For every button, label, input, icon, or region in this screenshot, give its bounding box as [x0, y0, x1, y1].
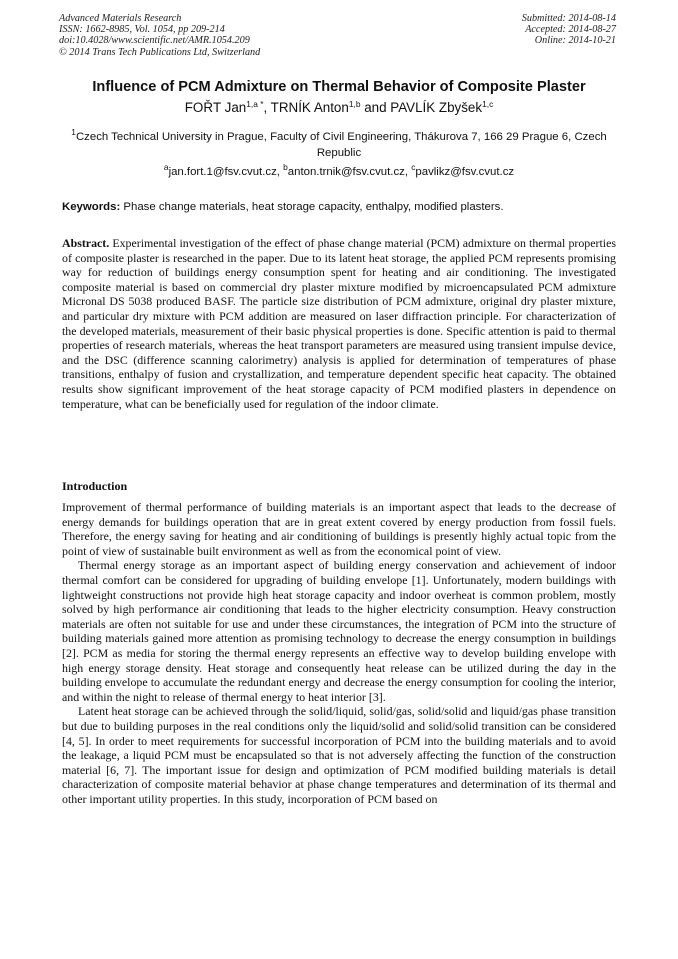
submitted-date: Submitted: 2014-08-14 — [521, 13, 616, 24]
journal-info — [59, 13, 260, 58]
email-link[interactable]: pavlikz@fsv.cvut.cz — [415, 166, 515, 178]
paragraph: Latent heat storage can be achieved through the solid/liquid, solid/gas, solid/solid and liquid/gas phase transition but due to building purposes in the real conditions only the liquid/solid and solid/solid transition can be considered [4, 5]. In order to meet requirements for successful incorporation of PCM into the building materials and to avoid the leakage, a liquid PCM must be encapsulated so that is not adversely affecting the function of the construction material [6, 7]. The important issue for design and optimization of PCM modified building materials is detail characterization of composite material behavior at phase change temperatures and determination of its thermal and other important utility properties. In this study, incorporation of PCM based on — [62, 704, 616, 806]
paragraph: Thermal energy storage as an important aspect of building energy conservation and achievement of indoor thermal comfort can be considered for upgrading of building envelope [1]. Unfortunately, modern buildings with lightweight constructions not provide high heat storage capacity and indoor overheat is common problem, mostly solved by high performance air conditioning that leads to the higher electricity consumption. Heavy construction materials are often not suitable for use and under these circumstances, the integration of PCM into the structure of building materials gained more attention as promising technology to decrease the energy consumption in buildings [2]. PCM as media for storing the thermal energy represents an effective way to develop building envelope with high energy storage density. Heat storage and consequently heat release can be utilized during the day in the building envelope to accumulate the redundant energy and decrease the energy consumption for cooling the interior, and within the night to release of thermal energy to heat interior [3]. — [62, 558, 616, 704]
email-mark: c — [411, 162, 416, 172]
keywords — [62, 201, 616, 213]
journal-issn: ISSN: 1662-8985, Vol. 1054, pp 209-214 — [59, 24, 225, 36]
author-name: PAVLÍK Zbyšek — [390, 100, 483, 115]
abstract — [62, 236, 616, 411]
keywords-text: Phase change materials, heat storage capacity, enthalpy, modified plasters. — [120, 201, 504, 213]
email-mark: a — [163, 162, 169, 172]
affiliation-text: Czech Technical University in Prague, Faculty of Civil Engineering, Thákurova 7, 166 29 Prague 6, Czech Republic — [75, 131, 607, 159]
accepted-date: Accepted: 2014-08-27 — [525, 24, 616, 36]
journal-name: Advanced Materials Research — [59, 13, 182, 24]
email-link[interactable]: jan.fort.1@fsv.cvut.cz — [168, 166, 277, 178]
abstract-label: Abstract. — [62, 236, 110, 250]
section-heading-introduction: Introduction — [62, 479, 128, 493]
paragraph: Improvement of thermal performance of building materials is an important aspect that leads to the decrease of energy demands for buildings operation that are in great extent covered by energy production from fossil fuels. Therefore, the energy saving for heating and air conditioning of buildings is presently highly actual topic from the point of view of sustainable built environment as well as from the economical point of view. — [62, 500, 616, 558]
submission-dates — [522, 13, 616, 47]
online-date: Online: 2014-10-21 — [534, 35, 616, 47]
paper-title: Influence of PCM Admixture on Thermal Behavior of Composite Plaster — [92, 79, 586, 95]
author-affiliation-mark: 1,c — [482, 99, 494, 109]
author-name: FOŘT Jan — [184, 100, 247, 115]
affiliation-mark: 1 — [71, 127, 76, 137]
author-affiliation-mark: 1,a * — [246, 99, 264, 109]
author-list — [0, 100, 678, 115]
email-mark: b — [283, 162, 288, 172]
author-separator: , — [263, 100, 271, 115]
abstract-text: Experimental investigation of the effect of phase change material (PCM) admixture on thermal properties of composite plaster is researched in the paper. Due to its latent heat storage, the applied PCM represents promising way for reduction of buildings energy consumption spent for heating and air conditioning. The investigated composite material is based on commercial dry plaster mixture modified by microencapsulated PCM admixture Micronal DS 5038 produced BASF. The particle size distribution of PCM admixture, original dry plaster mixture, and particular dry mixture with PCM addition are measured on laser diffraction principle. For characterization of the developed materials, measurement of their basic physical properties is done. Specific attention is paid to thermal properties of research materials, whereas the heat transport parameters are measured using transient impulse device, and the DSC (difference scanning calorimetry) analysis is applied for determination of temperatures of phase transitions, enthalpy of fusion and crystallization, and temperature dependent specific heat capacity. The obtained results show significant improvement of the heat storage capacity of PCM modified plasters in dependence on temperature, what can be beneficially used for regulation of the indoor climate. — [62, 236, 616, 411]
introduction-body — [62, 500, 616, 806]
author-name: TRNÍK Anton — [270, 100, 349, 115]
email-link[interactable]: anton.trnik@fsv.cvut.cz — [287, 166, 405, 178]
keywords-label: Keywords: — [62, 201, 121, 213]
affiliation — [62, 127, 616, 161]
author-separator: and — [360, 100, 391, 115]
author-emails — [0, 162, 678, 178]
email-separator: , — [276, 166, 284, 178]
email-separator: , — [404, 166, 412, 178]
journal-copyright: © 2014 Trans Tech Publications Ltd, Switzerland — [59, 46, 261, 58]
author-affiliation-mark: 1,b — [348, 99, 361, 109]
journal-doi: doi:10.4028/www.scientific.net/AMR.1054.209 — [59, 35, 250, 47]
